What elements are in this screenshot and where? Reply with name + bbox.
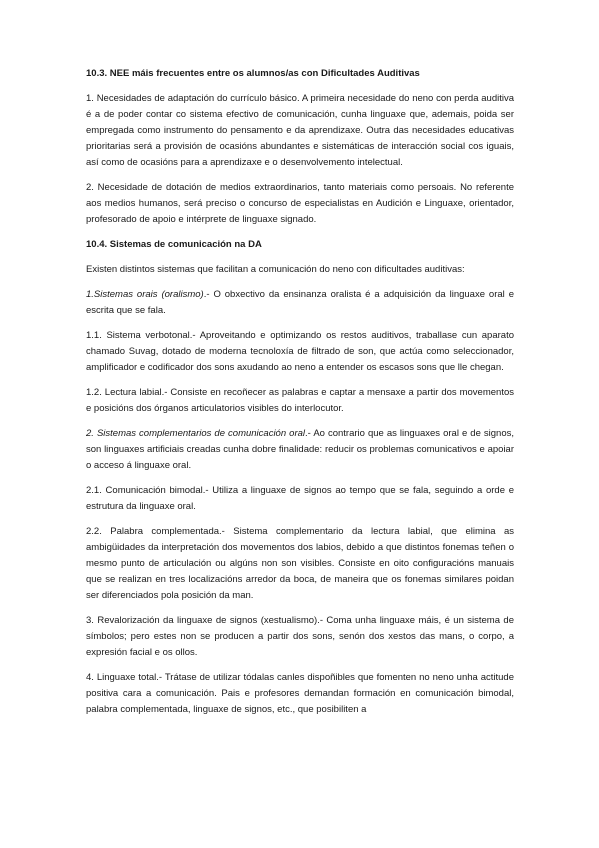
oral-systems-text: .- O obxectivo da ensinanza oralista é a adquisición da linguaxe oral e escrita que se fala. — [86, 289, 515, 316]
paragraph-extraordinary-means: 2. Necesidade de dotación de medios extraordinarios, tanto materiais como persoais. No referente aos medios humanos, será preciso o concurso de especialistas en Audición e Linguaxe, orientador, profesorado de apoio e intérprete de linguaxe signado. — [86, 182, 514, 225]
oral-systems-title: 1.Sistemas orais (oralismo) — [86, 289, 204, 300]
paragraph-sign-language: 3. Revalorización da linguaxe de signos (xestualismo).- Coma unha linguaxe máis, é un sistema de símbolos; pero estes non se producen a partir dos sons, senón dos xestos das mans, o corpo, a expresión facial e os ollos. — [86, 615, 514, 658]
paragraph-complementary-systems — [86, 426, 514, 474]
section-heading-10-4: 10.4. Sistemas de comunicación na DA — [86, 239, 262, 250]
document-page — [86, 66, 514, 727]
complementary-systems-text: .- Ao contrario que as linguaxes oral e de signos, son linguaxes artificiais creadas cunha dobre finalidade: reducir os problemas comunicativos e apoiar o acceso á linguaxe oral. — [86, 428, 514, 471]
paragraph-verbotonal: 1.1. Sistema verbotonal.- Aproveitando e optimizando os restos auditivos, traballase cun aparato chamado Suvag, dotado de moderna tecnoloxía de filtrado de son, que actúa como seleccionador, amplificador e codificador dos sons axudando ao neno a entender os escasos sons que lle chegan. — [86, 330, 514, 373]
complementary-systems-title: 2. Sistemas complementarios de comunicación oral — [86, 428, 305, 439]
paragraph-curriculum-needs: 1. Necesidades de adaptación do currículo básico. A primeira necesidade do neno con perda auditiva é a de poder contar co sistema efectivo de comunicación, cunha linguaxe que, ademais, poida ser empregada como instrumento do pensamento e da aprendizaxe. Outra das necesidades educativas prioritarias será a provisión de ocasións abundantes e sistemáticas de interacción social cos iguais, así como de ocasións para a aprendizaxe e o desenvolvemento intelectual. — [86, 93, 514, 168]
section-heading-10-3: 10.3. NEE máis frecuentes entre os alumnos/as con Dificultades Auditivas — [86, 68, 420, 79]
paragraph-intro: Existen distintos sistemas que facilitan a comunicación do neno con dificultades auditivas: — [86, 264, 465, 275]
paragraph-oral-systems — [86, 287, 514, 319]
paragraph-bimodal: 2.1. Comunicación bimodal.- Utiliza a linguaxe de signos ao tempo que se fala, seguindo a orde e estrutura da linguaxe oral. — [86, 485, 514, 512]
paragraph-total-language: 4. Linguaxe total.- Trátase de utilizar tódalas canles dispoñibles que fomenten no neno unha actitude positiva cara a comunicación. Pais e profesores demandan formación en comunicación bimodal, palabra complementada, linguaxe de signos, etc., que posibiliten a — [86, 672, 514, 715]
paragraph-cued-speech: 2.2. Palabra complementada.- Sistema complementario da lectura labial, que elimina as ambigüidades da interpretación dos movementos dos labios, debido a que distintos fonemas teñen o mesmo punto de articulación ou algúns non son visibles. Consiste en oito configuracións manuais que se realizan en tres localizacións arredor da boca, de maneira que os fonemas similares poidan ser diferenciados pola posición da man. — [86, 526, 514, 601]
paragraph-lip-reading: 1.2. Lectura labial.- Consiste en recoñecer as palabras e captar a mensaxe a partir dos movementos e posicións dos órganos articulatorios visibles do interlocutor. — [86, 387, 514, 414]
